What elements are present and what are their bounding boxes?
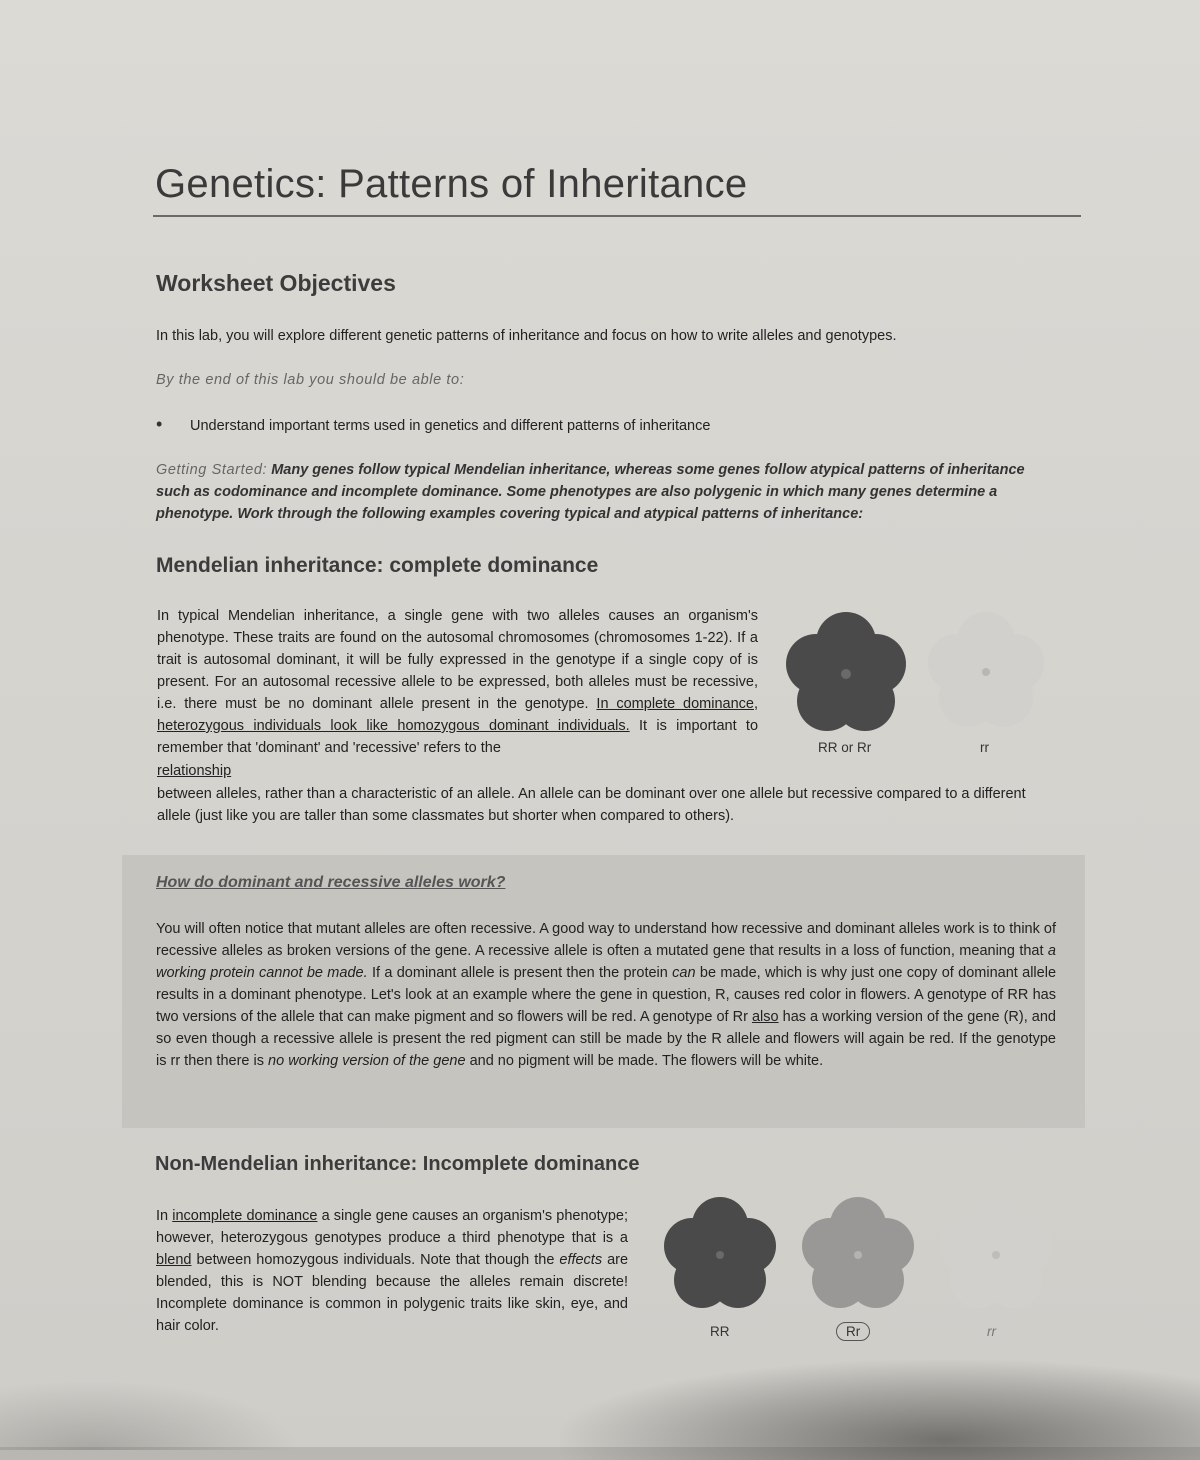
incomplete-t3: are blended, this is NOT blending because the alleles remain discrete! Incomplete dominance is common in polygenic traits like skin, eye, and hair color. — [156, 1252, 629, 1334]
incomplete-u1: incomplete dominance — [172, 1208, 318, 1224]
caption-rr-or-rr: RR or Rr — [818, 740, 872, 755]
hand-shadow-right — [560, 1360, 1200, 1460]
mendelian-text-1: In typical Mendelian inheritance, a single gene with two alleles causes an organism's phenotype. These traits are found on the autosomal chromosomes (chromosomes 1-22). If a trait is autosomal dominant, it will be fully expressed in the genotype if a single copy of is present. For an autosomal recessive allele to be expressed, both alleles must be recessive, i.e. there must be no dominant allele present in the genotype. — [157, 608, 758, 712]
objectives-heading: Worksheet Objectives — [156, 270, 396, 296]
incomplete-t1: a single gene causes an organism's phenotype; however, heterozygous genotypes produce a third phenotype that is a — [156, 1208, 629, 1246]
caption-recessive: rr — [980, 740, 989, 755]
callout-i2: can — [672, 965, 696, 981]
objectives-bullet: Understand important terms used in genetics and different patterns of inheritance — [190, 418, 711, 434]
objectives-by-end: By the end of this lab you should be able to: — [156, 372, 465, 388]
bullet-dot-icon: • — [156, 414, 163, 434]
title-rule — [153, 215, 1081, 217]
flower-white-incomplete-icon — [936, 1195, 1056, 1315]
mendelian-heading: Mendelian inheritance: complete dominance — [156, 554, 599, 577]
callout-i1: a working protein cannot be made. — [156, 943, 1056, 981]
callout-i3: no working version of the gene — [268, 1053, 466, 1069]
hand-shadow-left — [0, 1380, 300, 1450]
mendelian-paragraph-a — [157, 605, 758, 759]
flower-dark-incomplete-icon — [660, 1195, 780, 1315]
callout-text — [156, 918, 1056, 1072]
mendelian-text-2: It is important to remember that 'dominant' and 'recessive' refers to the — [157, 718, 759, 756]
incomplete-u2: blend — [156, 1252, 192, 1268]
callout-t2: If a dominant allele is present then the protein — [371, 965, 668, 981]
incomplete-heading: Non-Mendelian inheritance: Incomplete dominance — [155, 1153, 640, 1175]
mendelian-paragraph-c: between alleles, rather than a characteristic of an allele. An allele can be dominant over one allele but recessive compared to a different allele (just like you are taller than some classmates but shorter when compared to others). — [157, 786, 1026, 824]
getting-started-text: Many genes follow typical Mendelian inheritance, whereas some genes follow atypical patterns of inheritance such as codominance and incomplete dominance. Some phenotypes are also polygenic in which many genes determine a phenotype. Work through the following examples covering typical and atypical patterns of inheritance: — [156, 462, 1025, 522]
incomplete-t2: between homozygous individuals. Note that though the — [196, 1252, 555, 1268]
callout-t3: be made, which is why just one copy of dominant allele results in a dominant phenotype. Let's look at an example where the gene in question, R, causes red color in flowers. A genotype of RR has two versions of the allele that can make pigment and so flowers will be red. A genotype of Rr — [156, 965, 1057, 1025]
callout-t5: and no pigment will be made. The flowers will be white. — [469, 1053, 824, 1069]
caption-rr-recessive: rr — [987, 1324, 996, 1339]
caption-rr-dominant: RR — [710, 1324, 730, 1339]
incomplete-w1: In — [156, 1208, 169, 1224]
relationship-word: relationship — [157, 763, 232, 779]
callout-u1: also — [751, 1009, 779, 1025]
callout-title: How do dominant and recessive alleles work? — [156, 874, 506, 891]
callout-t1: You will often notice that mutant alleles are often recessive. A good way to understand how recessive and dominant alleles work is to think of recessive alleles as broken versions of the gene. A recessive allele is often a mutated gene that results in a loss of function, meaning that — [156, 921, 1056, 959]
incomplete-i1: effects — [559, 1252, 603, 1268]
mendelian-underlined: In complete dominance, heterozygous individuals look like homozygous dominant individuals. — [157, 696, 759, 734]
mendelian-paragraph-b — [157, 760, 758, 782]
incomplete-paragraph — [156, 1205, 628, 1337]
page-title: Genetics: Patterns of Inheritance — [155, 162, 748, 206]
flower-mid-icon — [798, 1195, 918, 1315]
getting-started-label: Getting Started: — [156, 462, 268, 478]
caption-rr-heterozygous: Rr — [836, 1322, 870, 1341]
flower-white-icon — [922, 612, 1050, 732]
flower-dark-icon — [780, 612, 912, 736]
callout-t4: has a working version of the gene (R), and so even though a recessive allele is present the red pigment can still be made by the R allele and flowers will again be red. If the genotype is rr then there is — [156, 1009, 1056, 1069]
objectives-intro: In this lab, you will explore different genetic patterns of inheritance and focus on how to write alleles and genotypes. — [156, 328, 897, 344]
getting-started — [156, 459, 1056, 525]
